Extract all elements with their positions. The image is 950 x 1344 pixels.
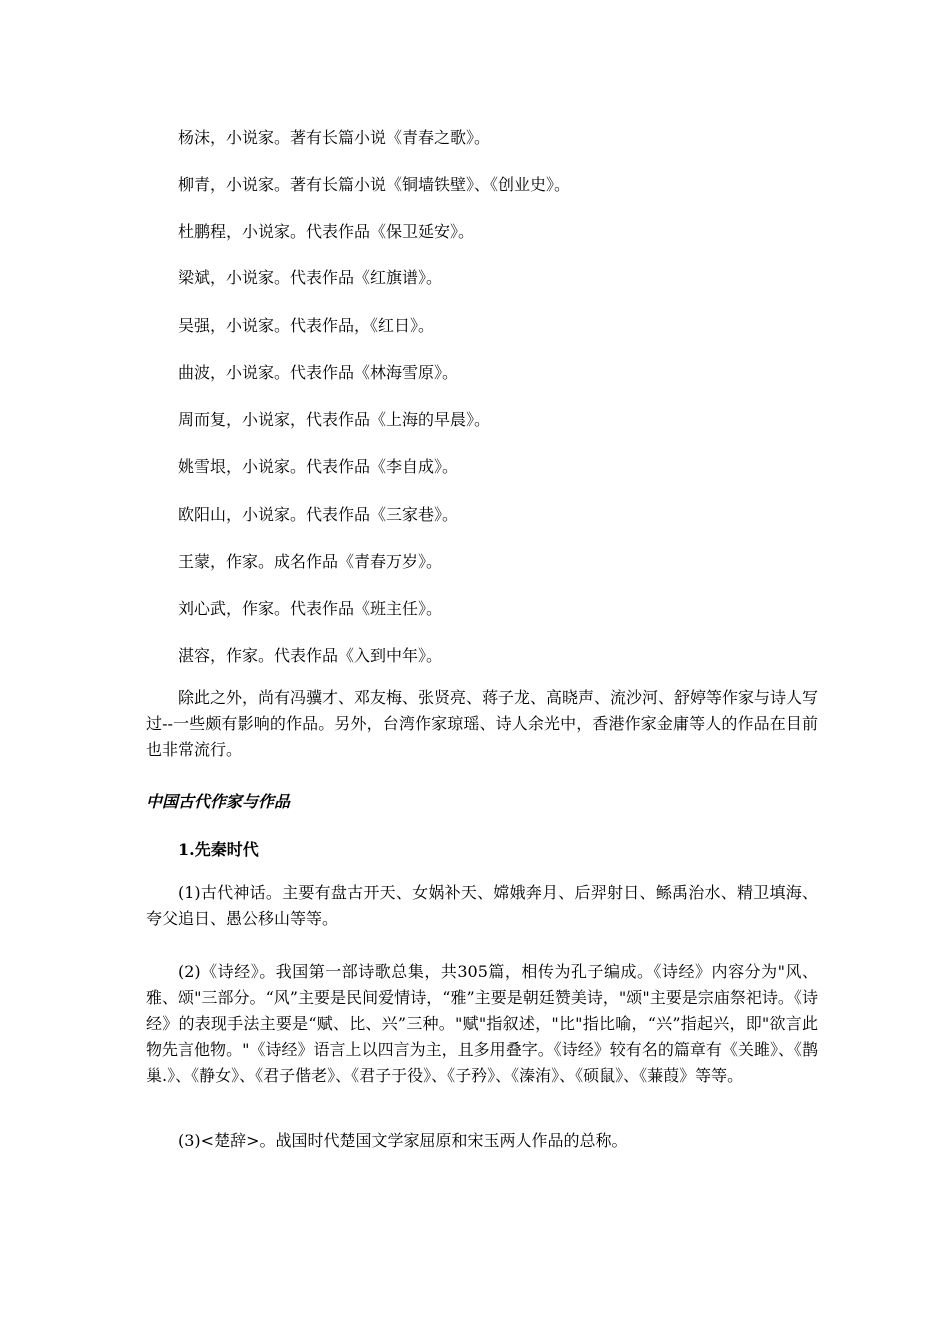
author-entry: 欧阳山，小说家。代表作品《三家巷》。 bbox=[178, 505, 459, 524]
list-item: (3)<楚辞>。战国时代楚国文学家屈原和宋玉两人作品的总称。 bbox=[178, 1131, 628, 1150]
list-item: (2)《诗经》。我国第一部诗歌总集，共305篇，相传为孔子编成。《诗经》内容分为"风、雅、颂"三部分。“风”主要是民间爱情诗，“雅”主要是朝廷赞美诗，"颂"主要是宗庙祭祀诗。《诗经》的表现手法主要是“赋、比、兴”三种。"赋"指叙述，"比"指比喻，“兴”指起兴，即"欲言此物先言他物。"《诗经》语言上以四言为主，且多用叠字。《诗经》较有名的篇章有《关雎》、《鹊巢.》、《静女》、《君子偕老》、《君子于役》、《子矜》、《溱洧》、《硕鼠》、《蒹葭》等等。 bbox=[146, 962, 818, 1085]
author-entry: 梁斌，小说家。代表作品《红旗谱》。 bbox=[178, 268, 443, 287]
author-entry: 姚雪垠，小说家。代表作品《李自成》。 bbox=[178, 457, 459, 476]
author-entry: 吴强，小说家。代表作品，《红日》。 bbox=[178, 316, 435, 335]
author-entry: 周而复，小说家，代表作品《上海的早晨》。 bbox=[178, 410, 491, 429]
author-entry: 柳青，小说家。著有长篇小说《铜墙铁壁》、《创业史》。 bbox=[178, 175, 571, 194]
author-entry: 杨沫，小说家。著有长篇小说《青春之歌》。 bbox=[178, 128, 491, 147]
subsection-heading: 1.先秦时代 bbox=[178, 840, 259, 859]
author-entry: 曲波，小说家。代表作品《林海雪原》。 bbox=[178, 363, 459, 382]
author-entry: 杜鹏程，小说家。代表作品《保卫延安》。 bbox=[178, 222, 475, 241]
author-entry: 湛容，作家。代表作品《入到中年》。 bbox=[178, 646, 443, 665]
section-heading: 中国古代作家与作品 bbox=[146, 792, 291, 811]
list-item: (1)古代神话。主要有盘古开天、女娲补天、嫦娥奔月、后羿射日、鲧禹治水、精卫填海、夸父追日、愚公移山等等。 bbox=[146, 883, 818, 928]
closing-paragraph: 除此之外，尚有冯骥才、邓友梅、张贤亮、蒋子龙、高晓声、流沙河、舒婷等作家与诗人写过--一些颇有影响的作品。另外，台湾作家琼瑶、诗人余光中，香港作家金庸等人的作品在目前也非常流行。 bbox=[146, 688, 819, 759]
author-entry: 王蒙，作家。成名作品《青春万岁》。 bbox=[178, 552, 443, 571]
author-entry: 刘心武，作家。代表作品《班主任》。 bbox=[178, 599, 443, 618]
